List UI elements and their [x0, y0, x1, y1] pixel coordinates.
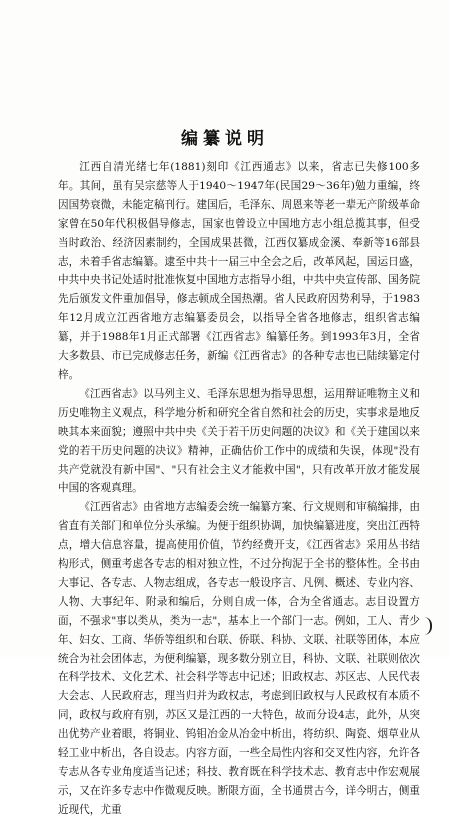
paragraph: 《江西省志》以马列主义、毛泽东思想为指导思想，运用辩证唯物主义和历史唯物主义观点，科学地分析和研究全省自然和社会的历史，实事求是地反映其本来面貌；遵照中共中央《关于若干历史问题的决议》和《关于建国以来党的若干历史问题的决议》精神，正确估价工作中的成绩和失误，体现"没有共产党就没有新中国"、"只有社会主义才能救中国"，只有改革开放才能发展中国的客观真理。 [58, 387, 420, 495]
paragraph: 《江西省志》由省地方志编委会统一编纂方案、行文规则和审稿编排，由省直有关部门和单位分头承编。为便于组织协调，加快编纂进度，突出江西特点，增大信息容量，提高使用价值，节约经费开支，《江西省志》采用丛书结构形式，侧重考虑各专志的相对独立性，不过分拘泥于全书的整体性。全书由大事记、各专志、人物志组成，各专志一般设序言、凡例、概述、专业内容、人物、大事纪年、附录和编后，分则自成一体，合为全省通志。志目设置方面，不强求"事以类从，类为一志"，基本上一个部门一志。例如，工人、青少年、妇女、工商、华侨等组织和台联、侨联、科协、文联、社联等团体，本应统合为社会团体志，为便利编纂，现多数分别立目，科协、文联、社联则依次在科学技术、文化艺术、社会科学等志中记述；旧政权志、苏区志、人民代表大会志、人民政府志，理当归并为政权志，考虑到旧政权与人民政权有本质不同，政权与政府有别，苏区又是江西的一大特色，故而分设4志，此外，从突出优势产业着眼，将铜业、钨钼冶金从冶金中析出，将纺织、陶瓷、烟草业从轻工业中析出，各自设志。内容方面，一些全局性内容和交叉性内容，允许各专志从各专业角度适当记述；科技、教育既在科学技术志、教育志中作宏观展示，又在许多专志中作微观反映。断限方面，全书通贯古今，详今明古，侧重近现代，尤重 [58, 501, 420, 816]
document-body [58, 158, 420, 820]
paragraph: 江西自清光绪七年(1881)刻印《江西通志》以来，省志已失修100多年。其间，虽有吴宗慈等人于1940～1947年(民国29～36年)勉力重编，终因国势衰微，未能定稿刊行。建国后，毛泽东、周恩来等老一辈无产阶级革命家曾在50年代积极倡导修志，国家也曾设立中国地方志小组总揽其事，但受当时政治、经济因素制约，全国成果甚微，江西仅纂成金溪、奉新等16部县志，未着手省志编纂。逮至中共十一届三中全会之后，改革风起，国运日盛，中共中央书记处适时批准恢复中国地方志指导小组，中共中央宣传部、国务院先后颁发文件重加倡导，修志顿成全国热潮。省人民政府因势利导，于1983年12月成立江西省地方志编纂委员会，以指导全省各地修志，组织省志编纂，并于1988年1月正式部署《江西省志》编纂任务。到1993年3月，全省大多数县、市已完成修志任务，新编《江西省志》的各种专志也已陆续纂定付梓。 [58, 161, 420, 381]
margin-bracket-mark [424, 617, 432, 635]
page-title: 编纂说明 [181, 129, 269, 149]
